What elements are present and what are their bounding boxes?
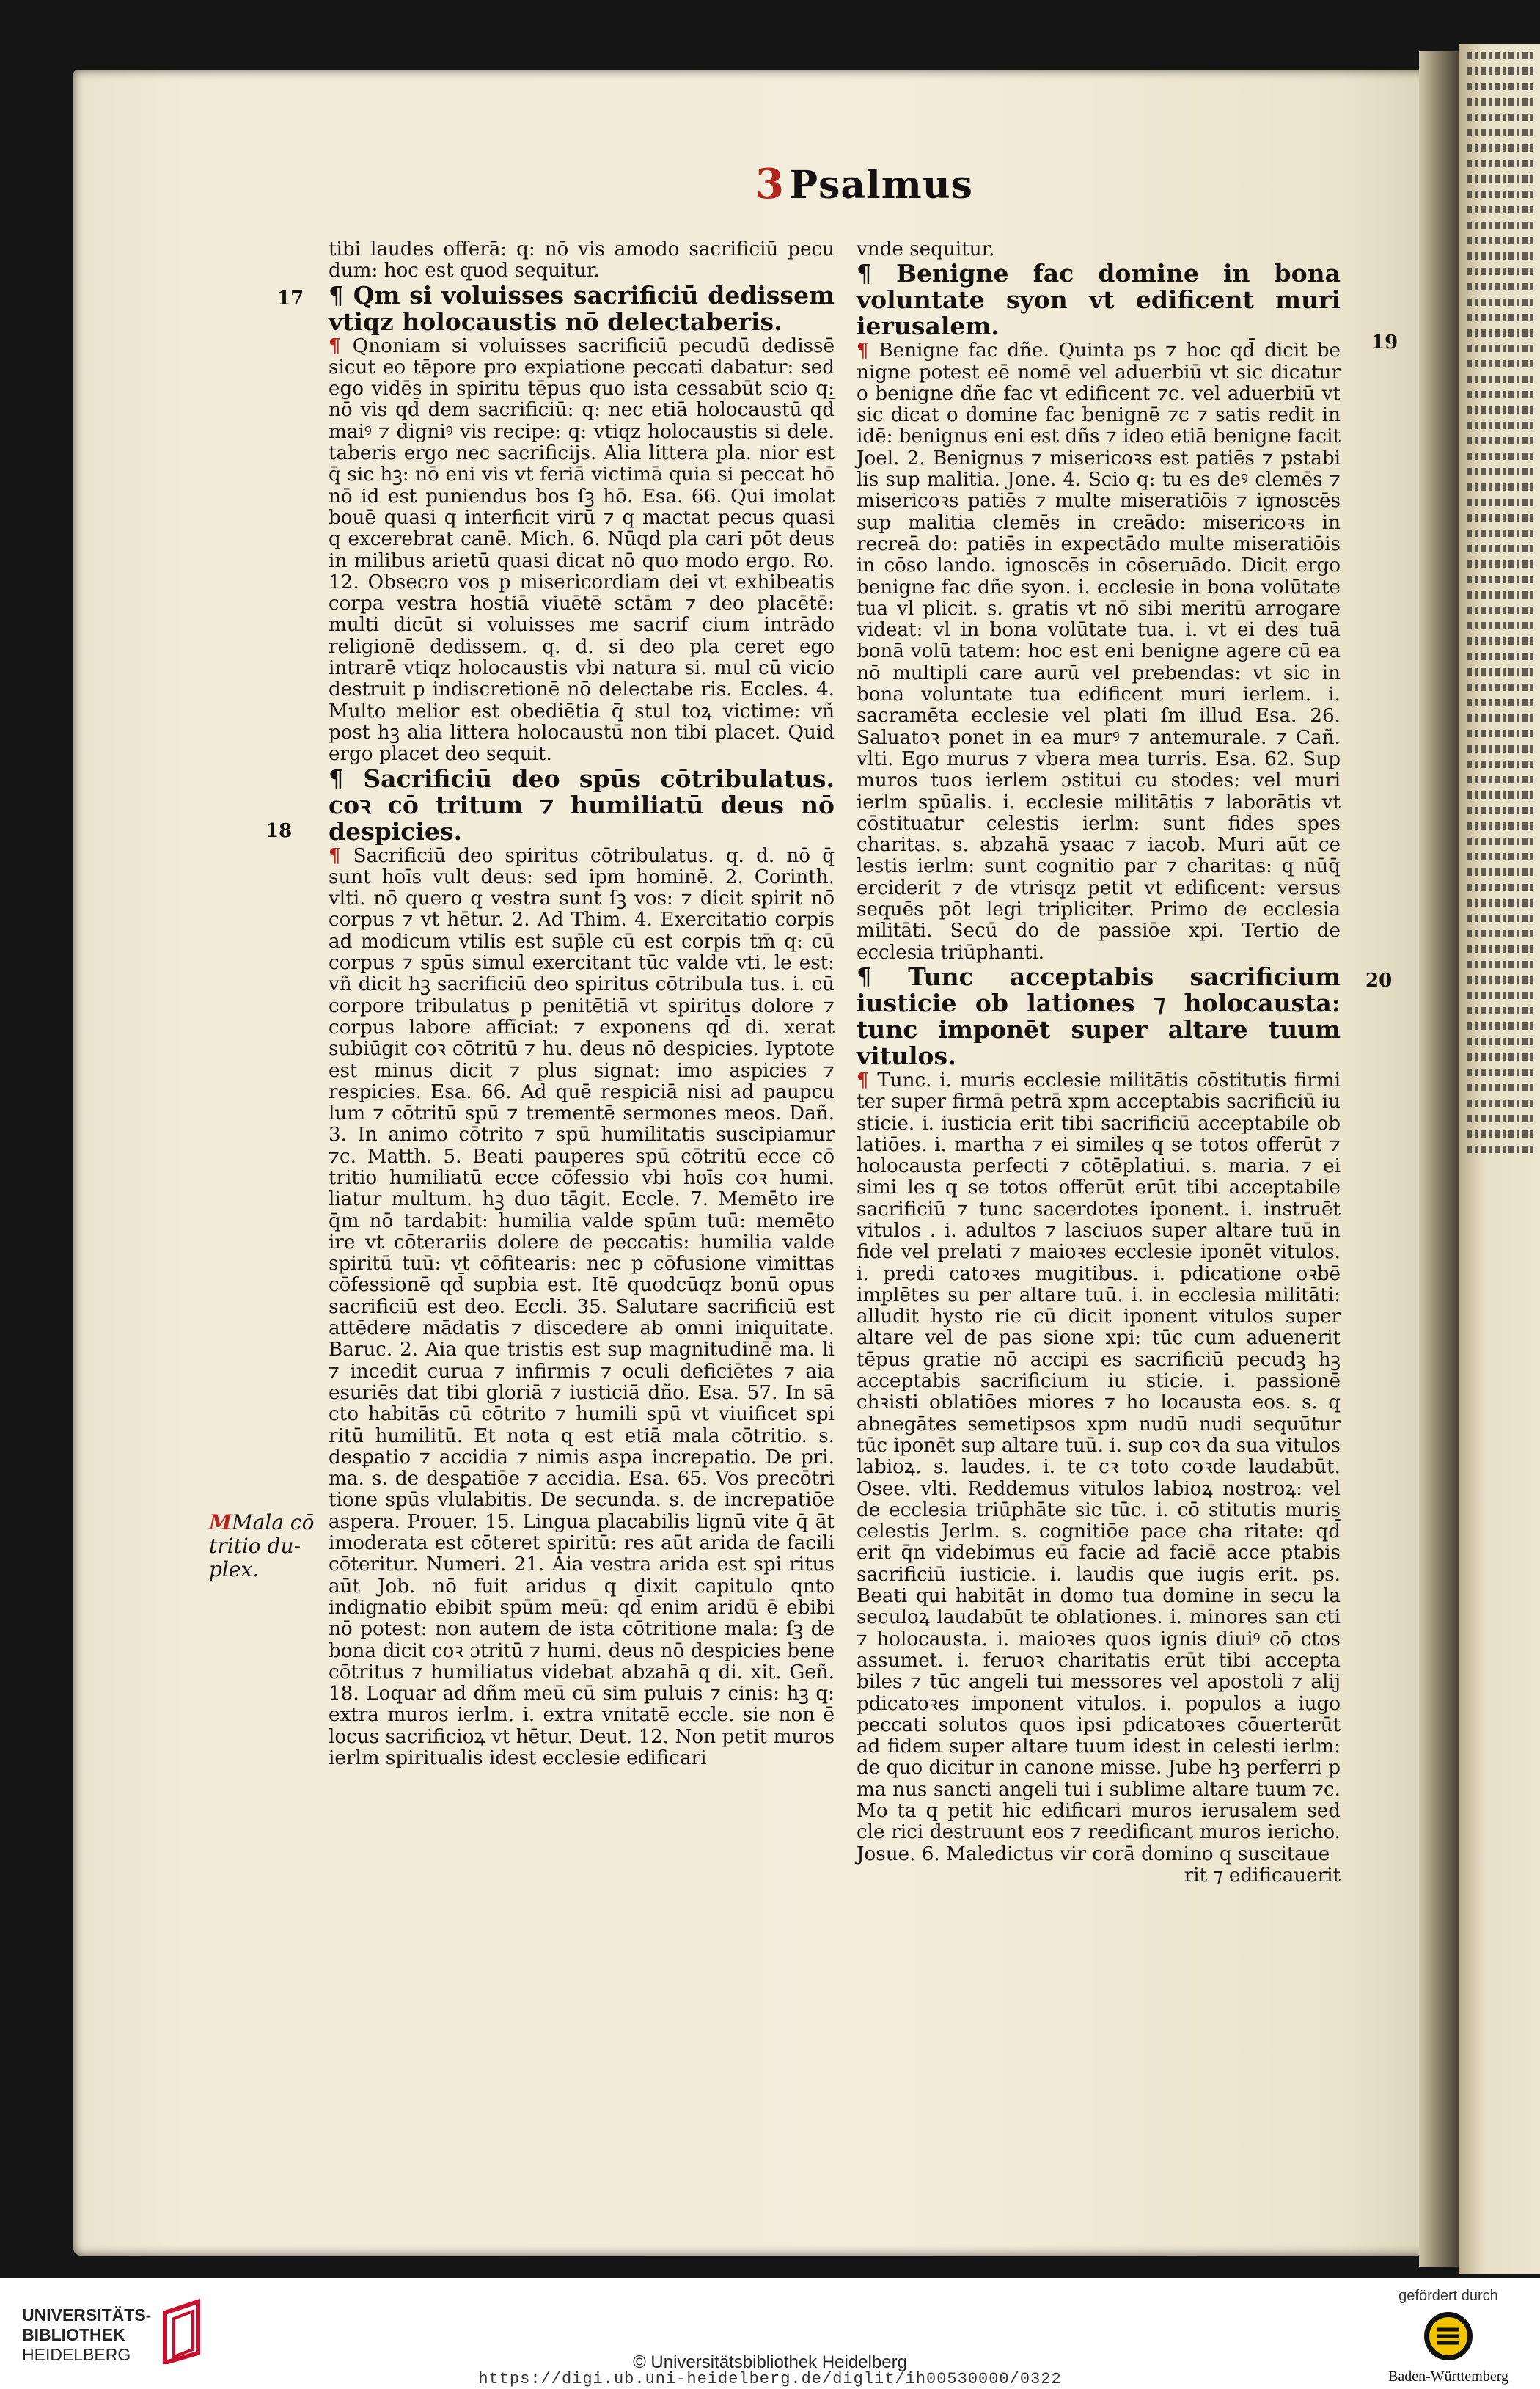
sponsor-block — [1386, 2288, 1511, 2385]
margin-note-line: plex. — [209, 1557, 260, 1581]
viewer-footer — [0, 2278, 1540, 2389]
commentary-paragraph: ¶ Benigne fac dñe. Quinta ps ⁊ hoc qd̄ dicit be nigne potest eē nomē vel aduerbiū vt sic dicatur o benigne dñe fac vt edificent ⁊c. vel aduerbiū vt sic dicat o domine fac benignē ⁊c ⁊ satis redit in idē: benignus eni est dñs ⁊ ideo etiā benigne facit Joel. 2. Benignus ⁊ misericoꝛs est patiēs ⁊ pstabi lis sup malitia. Jone. 4. Scio q: tu es deꝰ clemēs ⁊ misericoꝛs patiēs ⁊ multe miseratiōis ⁊ ignoscēs sup malitia clemēs in creādo: misericoꝛs in recreā do: patiēs in expectādo multe miseratiōis in cōso lando. ignoscēs in cōseruādo. Dicit ergo benigne fac dñe syon. i. ecclesie in bona volūtate tua vl plicit. s. gratis vt nō sibi meritū arrogare videat: vl in bona volūtate tua. i. vt ei des tuā bonā volū tatem: hoc est eni benigne agere cū ea nō multipli care aurū vel prebendas: vt sic in bona voluntate tua edificent muri ierlem. i. sacramēta ecclesie vel plati ſm illud Esa. 26. Saluatoꝛ ponet in ea murꝰ ⁊ antemurale. ⁊ Cañ. vlti. Ego murus ⁊ vbera mea turris. Esa. 62. Sup muros tuos ierlem ɔstitui cu stodes: vel muri ierlm spūalis. i. ecclesie militātis ⁊ laborātis vt cōstituatur celestis ierlm: sunt fides spes charitas. s. abzahā ysaac ⁊ iacob. Muri aūt ce lestis ierlm: sunt cognitio par ⁊ charitas: q nūq̄ erciderit ⁊ de vtrisqz petit vt edificent: versus sequēs pōt legi tripliciter. Primo de ecclesia militāti. Secū do de passiōe xpi. Tertio de ecclesia triūphanti. — [857, 339, 1341, 964]
verse-number: 19 — [1371, 332, 1398, 354]
sponsor-label: gefördert durch — [1398, 2288, 1498, 2304]
book-gutter — [1419, 51, 1463, 2267]
catchword: rit ⁊ edificauerit — [1184, 1864, 1341, 1887]
running-header — [755, 160, 973, 208]
margin-note — [209, 1511, 319, 1581]
commentary-paragraph: ¶ Sacrificiū deo spiritus cōtribulatus. q. d. nō q̄ sunt hoīs vult deus: sed ipm hominē. 2. Corinth. vlti. nō quero q vestra sunt ſꝫ vos: ⁊ dicit spirit nō corpus ⁊ vt hētur. 2. Ad Thim. 4. Exercitatio corpis ad modicum vtilis est sup̄le cū est corpis tm̄ q: cū corpus ⁊ spūs simul exercitant tūc valde vti. le est: vñ dicit hꝫ sacrificiū deo spiritus cōtribula tus. i. cū corpore tribulatus p penitētiā vt spiritus dolore ⁊ corpus labore affīciat: ⁊ exponens qd̄ di. xerat subiūgit coꝛ cōtritū ⁊ hu. deus nō despicies. Iyptote est minus dicit ⁊ plus signat: imo aspicies ⁊ respicies. Esa. 66. Ad quē respiciā nisi ad paupcu lum ⁊ cōtritū spū ⁊ trementē sermones meos. Dañ. 3. In animo cōtrito ⁊ spū humilitatis suscipiamur ⁊c. Matth. 5. Beati pauperes spū cōtritū ecce cō tritio humiliatū ecce cōfessio vbi hoīs coꝛ humi. liatur multum. hꝫ duo tāgit. Eccle. 7. Memēto ire q̄m nō tardabit: humilia valde spūm tuū: memēto ire vt cōterariis dolere de peccatis: humilia valde spiritū tuū: vt cōfitearis: nec p cōfusione vimittas cōfessionē qd̄ supbia est. Itē quodcūqz bonū opus sacrificiū est deo. Eccli. 35. Salutare sacrificiū est attēdere mādatis ⁊ discedere ab omni iniquitate. Baruc. 2. Aia que tristis est sup magnitudinē ma. li ⁊ incedit curua ⁊ infirmis ⁊ oculi deficiētes ⁊ aia esuriēs dat tibi gloriā ⁊ iusticiā dño. Esa. 57. In sā cto habitās cū cōtrito ⁊ humili spū vt viuificet spi ritū humilitū. Et nota q est etiā mala cōtritio. s. desꝑatio ⁊ accidia ⁊ nimis aspa increpatio. De pri. ma. s. de desꝑatiōe ⁊ accidia. Esa. 65. Vos precōtri tione spūs vlulabitis. De secunda. s. de increpatiōe aspera. Prouer. 15. Lingua placabilis lignū vite q̄ āt imoderata est cōteret spiritū: res aūt arida de facili cōteritur. Numeri. 21. Aia vestra arida est spi ritus aūt Job. nō fuit aridus q dixit capitulo qnto indignatio ebibit spūm meū: qd̄ enim aridū ē ebibi nō potest: non autem de ista cōtritione mala: ſꝫ de bona dicit coꝛ ɔtritū ⁊ humi. deus nō despicies bene cōtritus ⁊ humiliatus videbat abzahā q di. xit. Geñ. 18. Loquar ad dñm meū cū sim puluis ⁊ cinis: hꝫ q: extra muros ierlm. i. extra vnitatē eccle. sie non ē locus sacrificioꝝ vt hētur. Deut. 12. Non petit muros ierlm spiritualis idest ecclesie edificari — [329, 844, 835, 1769]
commentary-paragraph: ¶ Qnoniam si voluisses sacrificiū pecudū dedissē sicut eo tēpore pro expiatione peccati dabatur: sed ego vidēs in spiritu tēpus quo ista cessabūt scio q: nō vis qd̄ dem sacrificiū: q: nec etiā holocaustū qd̄ maiꝰ ⁊ digniꝰ vis recipe: q: vtiqz holocaustis si dele. taberis ergo nec sacrificijs. Alia littera pla. nior est q̄ sic hꝫ: nō eni vis vt feriā victimā quia si peccat hō nō id est puniendus bos ſꝫ hō. Esa. 66. Qui imolat bouē quasi q interficit virū ⁊ q mactat pecus quasi q excerebrat canē. Mich. 6. Nūqd pla cari pōt deus in milibus arietū quasi dicat nō quo modo ergo. Ro. 12. Obsecro vos p misericordiam dei vt exhibeatis corpa vestra hostiā viuētē sctām ⁊ deo placētē: multi dicūt si voluisses me sacrif cium intrādo religionē dedissem. q. d. si deo pla ceret ego intrarē vtiqz holocaustis vbi natura si. mul cū vicio destruit p indiscretionē nō delectabe ris. Eccles. 4. Multo melior est obediētia q̄ stul toꝝ victime: vñ post hꝫ alia littera holocaustū non tibi placet. Quid ergo placet deo sequit. — [329, 334, 835, 766]
psalm-verse-lemma: ¶ Benigne fac domine in bona voluntate syon vt edificent muri ierusalem. — [857, 259, 1341, 341]
commentary-paragraph: ¶ Tunc. i. muris ecclesie militātis cōstitutis firmi ter super firmā petrā xpm acceptabis sacrificiū iu sticie. i. iusticia erit tibi sacrificiū acceptabile ob latiōes. i. martha ⁊ ei similes q se totos offerūt ⁊ holocausta perfecti ⁊ cōtēplatiui. s. maria. ⁊ ei simi les q se totos offerūt erūt tibi acceptabile sacrificiū ⁊ tunc sacerdotes iponent. i. instruēt vitulos . i. adultos ⁊ lasciuos super altare tuū in fide vel prelati ⁊ maioꝛes ecclesie iponēt vitulos. i. predi catoꝛes mugitibus. i. pdicatione oꝛbē implētes su per altare tuū. i. in ecclesia militāti: alludit hysto rie cū dicit iponent vitulos super altare vel de pas sione xpi: tūc cum aduenerit tēpus gratie nō accipi es sacrificiū pecudꝫ hꝫ acceptabis sacrificium iu sticie. i. passionē chꝛisti oblatiōes miores ⁊ ho locausta eos. s. q abnegātes semetipsos xpm nudū nudi sequūtur tūc iponēt sup altare tuū. i. sup coꝛ da sua vitulos labioꝝ. s. laudes. i. te cꝛ toto coꝛde laudabūt. Osee. vlti. Reddemus vitulos labioꝝ nostroꝝ: vel de ecclesia triūphāte sic tūc. i. cō stitutis muris celestis Jerlm. s. cognitiōe pace cha ritate: qd̄ erit q̄n videbimus eū facie ad faciē acce ptabis sacrificiū iusticie. i. laudis que iugis erit. ps. Beati qui habitāt in domo tua domine in secu la seculoꝝ laudabūt te oblationes. i. minores san cti ⁊ holocausta. i. maioꝛes quos ignis diuiꝰ cō ctos assumet. i. feruoꝛ charitatis erūt tibi accepta biles ⁊ tūc angeli tui messores vel apostoli ⁊ alij pdicatoꝛes imponent vitulos. i. populos a iugo peccati solutos quos ipsi pdicatoꝛes cōuerterūt ad fidem super altare tuum idest in celesti ierlm: de quo dicitur in canone misse. Jube hꝫ perferri p ma nus sancti angeli tui i sublime altare tuum ⁊c. Mo ta q petit hic edificari muros ierusalem sed cle rici destruunt eos ⁊ reedificant muros iericho. Josue. 6. Maledictus vir corā domino q suscitaue — [857, 1068, 1341, 1865]
commentary-paragraph: vnde sequitur. — [857, 238, 995, 260]
rubric-mark: 3 — [755, 160, 785, 208]
commentary-paragraph: tibi laudes offerā: q: nō vis amodo sacrificiū pecu dum: hoc est quod sequitur. — [329, 238, 835, 282]
text-column-left — [329, 239, 835, 1769]
copyright-notice: © Universitätsbibliothek Heidelberg — [633, 2352, 907, 2372]
verse-number: 17 — [277, 288, 304, 310]
state-crest-icon — [1423, 2311, 1474, 2362]
psalm-verse-lemma: ¶ Sacrificiū deo spūs cōtribulatus. coꝛ cō tritum ⁊ humiliatū deus nō despicies. — [329, 764, 835, 846]
verse-number: 18 — [265, 820, 293, 842]
psalm-verse-lemma: ¶ Qm si voluisses sacrificiū dedissem vtiqz holocaustis nō delectaberis. — [329, 280, 835, 336]
sponsor-name: Baden-Württemberg — [1387, 2368, 1508, 2385]
margin-note-line: tritio du- — [209, 1534, 301, 1558]
permalink-url[interactable]: https://digi.ub.uni-heidelberg.de/diglit/ih00530000/0322 — [478, 2370, 1062, 2388]
verse-number: 20 — [1365, 970, 1393, 992]
psalm-verse-lemma: ¶ Tunc acceptabis sacrificium iusticie ob lationes ⁊ holocausta: tunc imponēt super altare tuum vitulos. — [857, 962, 1341, 1070]
margin-note-initial: M — [209, 1510, 232, 1534]
facing-page-edge — [1459, 44, 1540, 2274]
margin-note-line: Mala cō — [232, 1510, 315, 1534]
text-column-right — [857, 239, 1341, 1887]
header-title: Psalmus — [788, 163, 973, 208]
library-name[interactable]: UNIVERSITÄTS- BIBLIOTHEK HEIDELBERG — [22, 2305, 152, 2364]
